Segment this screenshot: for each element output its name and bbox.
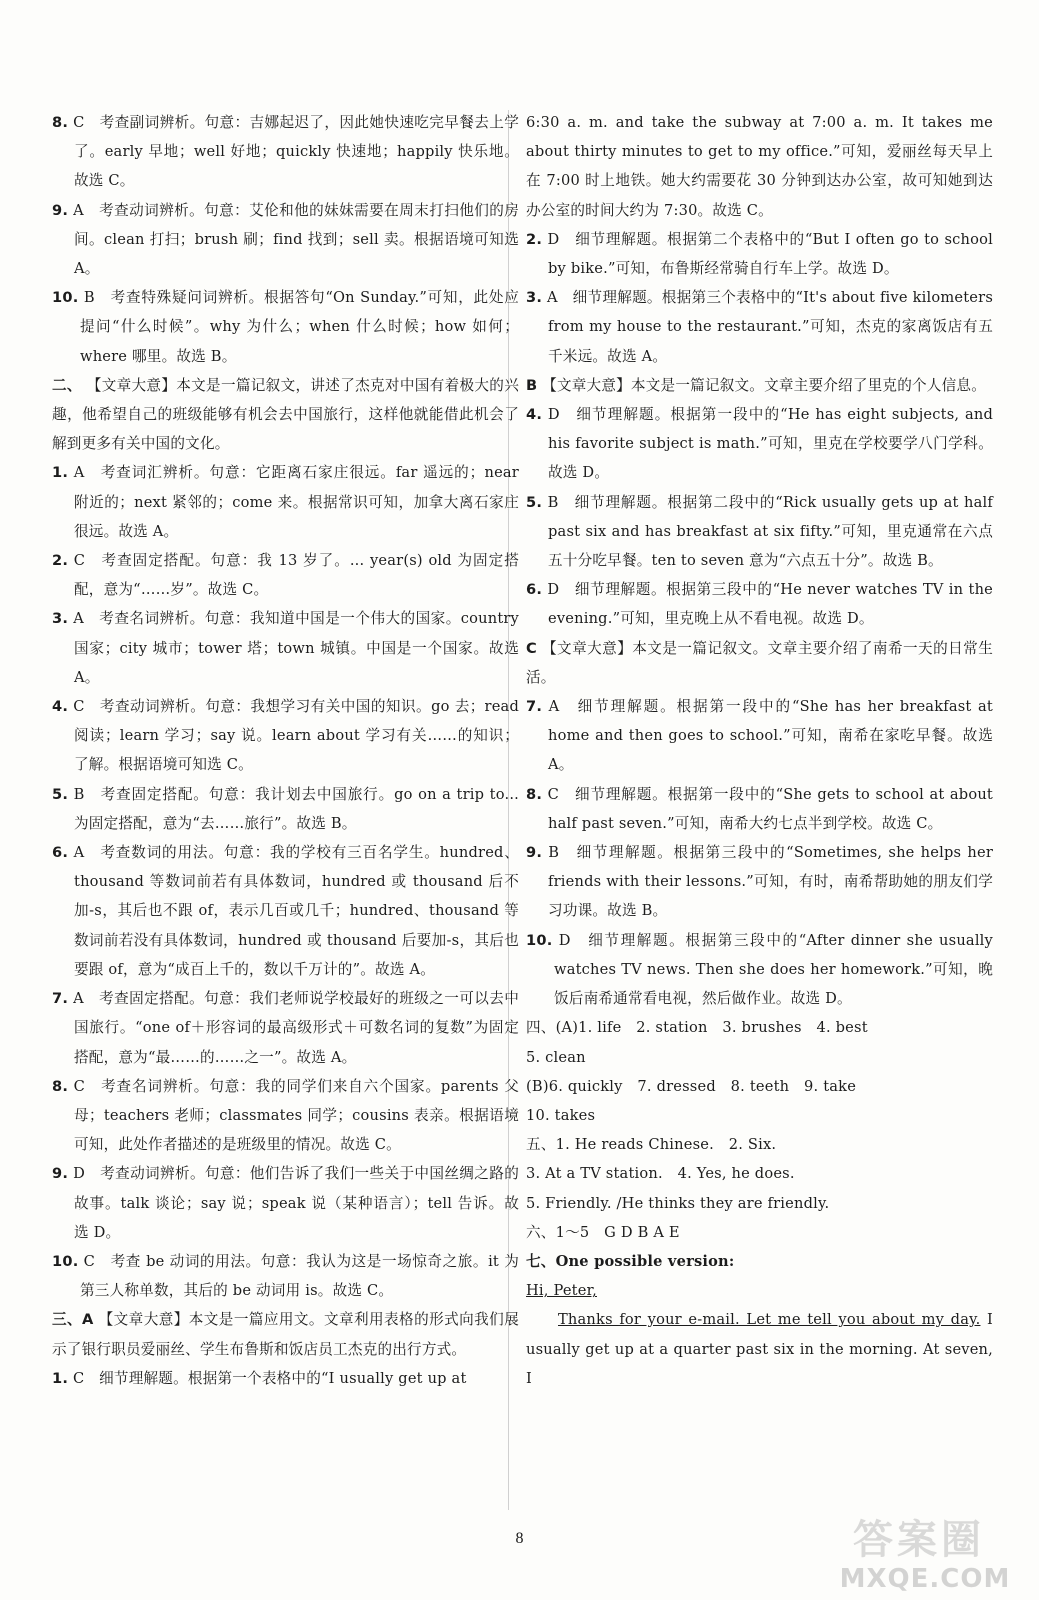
watermark-url: MXQE.COM [839,1564,1011,1594]
answer-item [52,984,519,1072]
item-text: C 细节理解题。根据第一个表格中的“I usually get up at [72,1369,467,1387]
item-text: C 考查 be 动词的用法。句意：我认为这是一场惊奇之旅。it 为第三人称单数，其后的 be 动词用 is。故选 C。 [80,1252,520,1300]
item-text: A 考查动词辨析。句意：艾伦和他的妹妹需要在周末打扫他们的房间。clean 打扫；brush 刷；find 找到；sell 卖。根据语境可知选 A。 [73,201,520,278]
answer-item [526,283,993,371]
answer-item [526,780,993,838]
answer-item [526,926,993,1014]
answer-item [52,838,519,984]
item-text: A 细节理解题。根据第一段中的“She has her breakfast at home and then goes to school.”可知，南希在家吃早餐。故选 A。 [548,698,993,774]
left-column [52,108,519,1393]
item-number: 1. [52,1369,69,1387]
item-text: C 考查固定搭配。句意：我 13 岁了。... year(s) old 为固定搭配，意为“……岁”。故选 C。 [73,552,519,599]
answer-four-b-cont: 10. takes [526,1106,596,1124]
item-number: B [526,376,538,394]
essay-underlined: Thanks for your e-mail. Let me tell you about my day. [558,1311,981,1329]
answer-item [526,634,993,692]
answer-item [52,692,519,780]
item-text: D 考查动词辨析。句意：他们告诉了我们一些关于中国丝绸之路的故事。talk 谈论；say 说；speak 说（某种语言）；tell 告诉。故选 D。 [73,1165,519,1241]
answer-item [526,400,993,488]
item-number: 5. [52,785,69,803]
item-number: 10. [526,931,553,949]
answer-item [52,458,519,546]
essay-greeting [526,1276,993,1305]
item-text: A 考查名词辨析。句意：我知道中国是一个伟大的国家。country 国家；city 城市；tower 塔；town 城镇。中国是一个国家。故选 A。 [73,610,519,686]
item-number: 2. [526,230,543,248]
answer-five-3: 5. Friendly. /He thinks they are friendly. [526,1194,830,1212]
item-number: 2. [52,552,69,570]
right-column [526,108,993,1393]
answer-item [52,196,519,284]
essay-rest: I usually get up at a quarter past six in the morning. At seven, I [526,1311,993,1387]
item-text: D 细节理解题。根据第三段中的“He never watches TV in the evening.”可知，里克晚上从不看电视。故选 D。 [547,581,993,628]
item-text: 6:30 a. m. and take the subway at 7:00 a. m. It takes me about thirty minutes to get to my office.”可知，爱丽丝每天早上在 7:00 时上地铁。她大约需要花 30 分钟到达办公室，故可知她到达办公室的时间大约为 7:30。故选 C。 [526,114,993,219]
answer-seven-heading: 七、One possible version: [526,1252,735,1270]
answer-item [52,1305,519,1363]
answer-item [52,371,519,459]
answer-item [52,1159,519,1247]
answer-item [526,575,993,633]
item-text: A 考查数词的用法。句意：我的学校有三百名学生。hundred、thousand 等数词前若有具体数词，hundred 或 thousand 后不加-s，其后也不跟 of，表示几百或几千；hundred、thousand 等数词前若没有具体数词，hundred 或 thousand 后要加-s，其后也要跟 of，意为“成百上千的，数以千万计的”。故选 A。 [73,844,519,978]
watermark-cn: 答案圈 [853,1517,985,1563]
answer-item [526,225,993,283]
essay-greeting-text: Hi, Peter, [526,1282,597,1300]
answer-item [526,838,993,926]
answer-item [52,1364,519,1393]
item-number: 8. [52,1077,69,1095]
item-text: A 考查词汇辨析。句意：它距离石家庄很远。far 遥远的；near 附近的；next 紧邻的；come 来。根据常识可知，加拿大离石家庄很远。故选 A。 [73,464,519,540]
page-number: 8 [515,1530,524,1547]
answer-item [52,1247,519,1305]
answer-item [52,780,519,838]
item-number: 二、 [52,376,82,394]
item-number: 10. [52,1252,79,1270]
item-text: 【文章大意】本文是一篇记叙文。文章主要介绍了南希一天的日常生活。 [526,639,993,686]
item-number: 5. [526,493,543,511]
answer-item [52,108,519,196]
answer-four-a-cont: 5. clean [526,1048,586,1066]
item-text: B 细节理解题。根据第三段中的“Sometimes, she helps her friends with their lessons.”可知，有时，南希帮助她的朋友们学习功课。故选 B。 [548,844,993,920]
item-number: 9. [52,1165,69,1183]
item-number: 3. [526,289,543,307]
item-number: 1. [52,464,69,482]
item-number: 8. [52,114,69,131]
answer-item [526,371,993,400]
item-text: C 考查名词辨析。句意：我的同学们来自六个国家。parents 父母；teachers 老师；classmates 同学；cousins 表亲。根据语境可知，此处作者描述的是班级里的情况。故选 C。 [73,1077,519,1154]
essay-body [526,1305,993,1393]
answer-item [52,1072,519,1160]
item-text: 【文章大意】本文是一篇记叙文，讲述了杰克对中国有着极大的兴趣，他希望自己的班级能够有机会去中国旅行，这样他就能借此机会了解到更多有关中国的文化。 [52,376,519,453]
item-text: B 考查特殊疑问词辨析。根据答句“On Sunday.”可知，此处应提问“什么时候”。why 为什么；when 什么时候；how 如何；where 哪里。故选 B。 [80,289,520,365]
answer-four-a: 四、(A)1. life 2. station 3. brushes 4. best [526,1019,868,1037]
item-text: D 细节理解题。根据第一段中的“He has eight subjects, and his favorite subject is math.”可知，里克在学校要学八门学科。故选 D。 [547,406,993,482]
answer-five-1: 五、1. He reads Chinese. 2. Six. [526,1136,777,1154]
item-text: B 细节理解题。根据第二段中的“Rick usually gets up at half past six and has breakfast at six fifty.”可知，里克通常在六点五十分吃早餐。ten to seven 意为“六点五十分”。故选 B。 [547,493,993,570]
answer-six: 六、1～5 G D B A E [526,1223,680,1241]
answer-item [526,692,993,780]
item-text: C 考查副词辨析。句意：吉娜起迟了，因此她快速吃完早餐去上学了。early 早地；well 好地；quickly 快速地；happily 快乐地。故选 C。 [73,114,519,190]
item-number: 8. [526,785,543,803]
item-number: 7. [52,990,69,1008]
item-text: C 考查动词辨析。句意：我想学习有关中国的知识。go 去；read 阅读；learn 学习；say 说。learn about 学习有关……的知识；了解。根据语境可知选 C。 [73,698,519,774]
watermark-logo [825,1504,1025,1594]
item-number: 6. [526,581,543,599]
item-text: D 细节理解题。根据第三段中的“After dinner she usually watches TV news. Then she does her homework.”可知，晚饭后南希通常看电视，然后做作业。故选 D。 [554,931,993,1008]
item-text: A 考查固定搭配。句意：我们老师说学校最好的班级之一可以去中国旅行。“one of＋形容词的最高级形式＋可数名词的复数”为固定搭配，意为“最……的……之一”。故选 A。 [73,990,520,1066]
item-number: 4. [52,698,69,716]
item-number: 10. [52,289,79,307]
item-number: C [526,639,537,657]
item-text: 【文章大意】本文是一篇记叙文。文章主要介绍了里克的个人信息。 [542,376,986,394]
item-number: 4. [526,406,543,424]
item-number: 6. [52,844,69,862]
item-number: 9. [52,201,69,219]
answer-item [526,108,993,225]
item-text: C 细节理解题。根据第一段中的“She gets to school at about half past seven.”可知，南希大约七点半到学校。故选 C。 [547,785,993,832]
item-number: 三、A [52,1311,94,1329]
item-number: 3. [52,610,69,628]
item-number: 9. [526,844,543,862]
item-text: 【文章大意】本文是一篇应用文。文章利用表格的形式向我们展示了银行职员爱丽丝、学生布鲁斯和饭店员工杰克的出行方式。 [52,1311,519,1358]
item-text: B 考查固定搭配。句意：我计划去中国旅行。go on a trip to... 为固定搭配，意为“去……旅行”。故选 B。 [73,785,519,832]
item-text: A 细节理解题。根据第三个表格中的“It's about five kilometers from my house to the restaurant.”可知，杰克的家离饭店有五千米远。故选 A。 [547,289,994,365]
answer-item [52,546,519,604]
item-number: 7. [526,698,543,716]
answer-item [52,283,519,371]
answer-item [52,604,519,692]
right-items [526,108,993,1013]
item-text: D 细节理解题。根据第二个表格中的“But I often go to school by bike.”可知，布鲁斯经常骑自行车上学。故选 D。 [547,230,993,278]
answer-item [526,488,993,576]
answer-four-b: (B)6. quickly 7. dressed 8. teeth 9. take [526,1077,857,1095]
answer-five-2: 3. At a TV station. 4. Yes, he does. [526,1165,795,1183]
